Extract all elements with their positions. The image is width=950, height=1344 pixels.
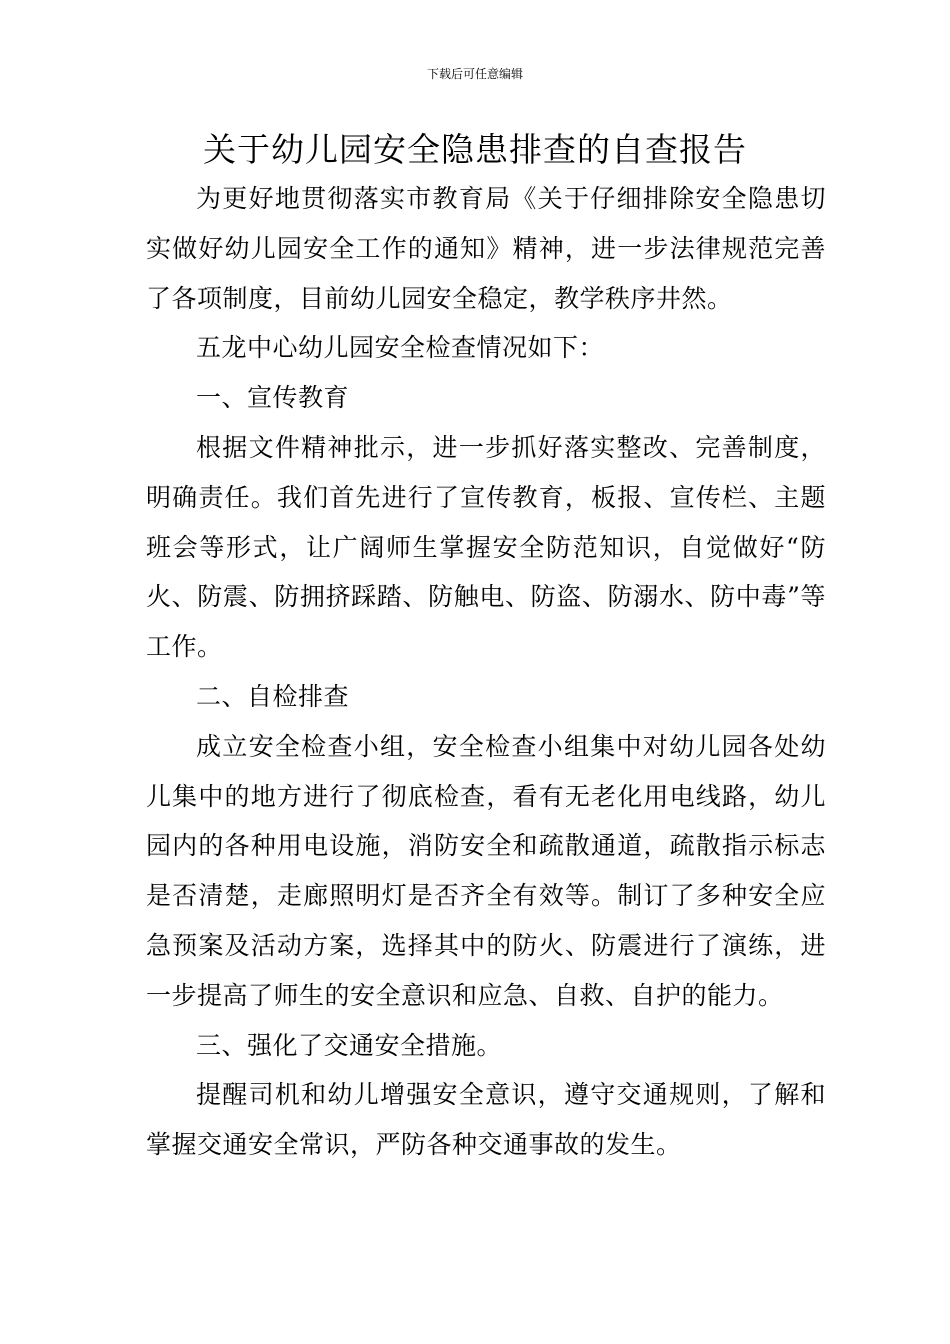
section-heading-inspection: 二、自检排查 [196, 681, 350, 711]
inspection-paragraph: 成立安全检查小组，安全检查小组集中对幼儿园各处幼儿集中的地方进行了彻底检查，看有无老化用电线路，幼儿园内的各种用电设施，消防安全和疏散通道，疏散指示标志是否清楚，走廊照明灯是否齐全有效等。制订了多种安全应急预案及活动方案，选择其中的防火、防震进行了演练，进一步提高了师生的安全意识和应急、自救、自护的能力。 [146, 731, 826, 1010]
header-note: 下载后可任意编辑 [426, 67, 523, 81]
publicity-paragraph: 根据文件精神批示，进一步抓好落实整改、完善制度，明确责任。我们首先进行了宣传教育，板报、宣传栏、主题班会等形式，让广阔师生掌握安全防范知识，自觉做好“防火、防震、防拥挤踩踏、防触电、防盗、防溺水、防中毒”等工作。 [146, 432, 826, 662]
overview-paragraph: 五龙中心幼儿园安全检查情况如下： [196, 333, 605, 363]
document-body [146, 174, 826, 1170]
intro-paragraph: 为更好地贯彻落实市教育局《关于仔细排除安全隐患切实做好幼儿园安全工作的通知》精神，进一步法律规范完善了各项制度，目前幼儿园安全稳定，教学秩序井然。 [146, 184, 826, 313]
section-heading-publicity: 一、宣传教育 [196, 383, 350, 413]
traffic-paragraph: 提醒司机和幼儿增强安全意识，遵守交通规则，了解和掌握交通安全常识，严防各种交通事故的发生。 [146, 1080, 826, 1160]
document-title: 关于幼儿园安全隐患排查的自查报告 [203, 130, 747, 169]
section-heading-traffic: 三、强化了交通安全措施。 [196, 1030, 503, 1060]
